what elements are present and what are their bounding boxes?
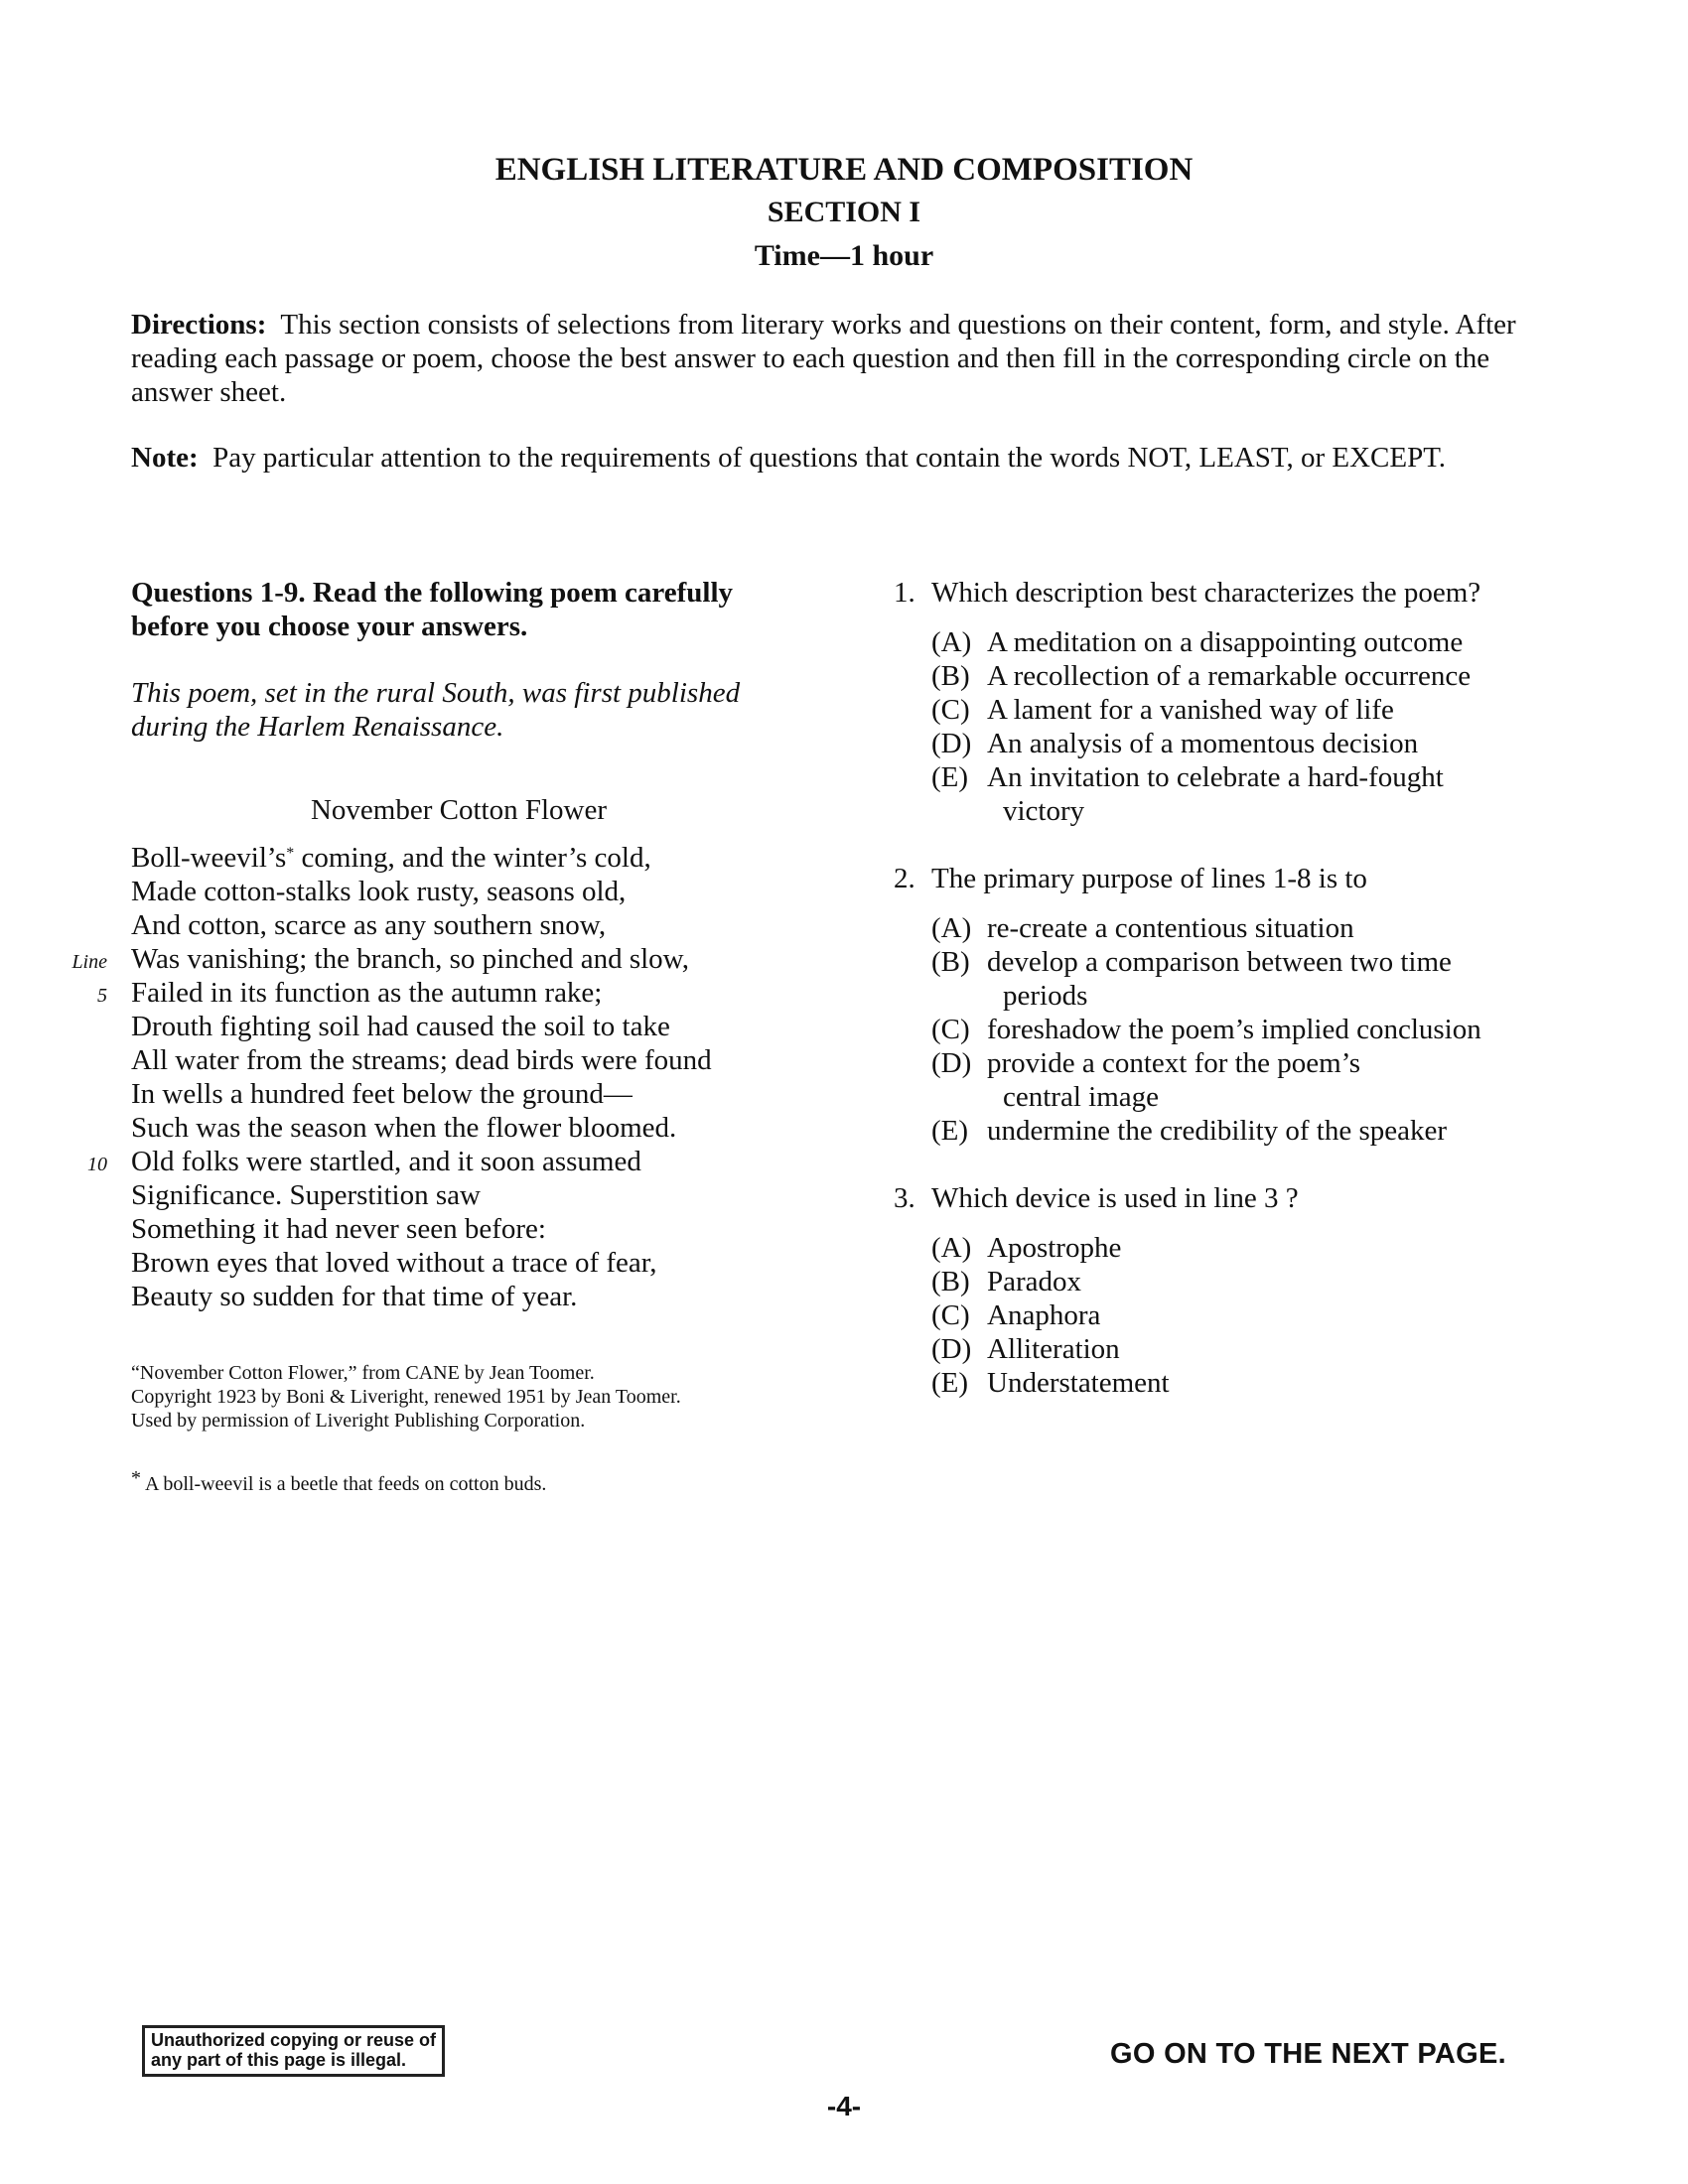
time-limit: Time—1 hour (754, 239, 934, 272)
option-text: provide a context for the poem’s (987, 1047, 1361, 1079)
poem-line (131, 1111, 806, 1145)
option-letter: (A) (931, 912, 972, 944)
line-number: 10 (87, 1154, 107, 1175)
page-number: -4- (826, 2091, 862, 2121)
poem-line (131, 1246, 806, 1280)
option-letter: (B) (931, 660, 970, 692)
option-text: foreshadow the poem’s implied conclusion (987, 1014, 1481, 1045)
poem-line (131, 875, 806, 908)
poem-line (131, 1212, 806, 1246)
option-letter: (C) (931, 694, 970, 726)
section-label: SECTION I (767, 196, 921, 228)
answer-option (931, 911, 1569, 945)
option-text-continued: central image (1003, 1081, 1159, 1113)
option-text-continued: victory (1003, 795, 1085, 827)
answer-option (931, 727, 1569, 760)
footnote-mark: * (131, 1467, 141, 1489)
poem-line-text: coming, and the winter’s cold, (294, 842, 651, 874)
line-number: Line (71, 951, 107, 973)
question-text: The primary purpose of lines 1-8 is to (931, 863, 1367, 894)
question-item (894, 576, 1569, 828)
poem-line (87, 1145, 806, 1178)
answer-option (931, 1114, 1569, 1148)
footnote-text: A boll-weevil is a beetle that feeds on cotton buds. (145, 1473, 547, 1495)
directions-text: This section consists of selections from literary works and questions on their content, form, and style. After reading each passage or poem, choose the best answer to each question and then fill in the corresponding circle on the answer sheet. (131, 309, 1516, 408)
credit-line: Used by permission of Liveright Publishing Corporation. (131, 1410, 586, 1432)
poem-line (71, 942, 806, 976)
question-number: 2. (894, 863, 915, 894)
passage-column (71, 576, 806, 1496)
poem-title: November Cotton Flower (310, 794, 607, 826)
answer-option (931, 1231, 1569, 1265)
directions-label: Directions: (131, 309, 267, 341)
poem-line-text: Beauty so sudden for that time of year. (131, 1281, 578, 1312)
option-letter: (E) (931, 761, 969, 793)
legal-line: any part of this page is illegal. (151, 2050, 407, 2070)
note-paragraph (131, 441, 1561, 475)
option-letter: (E) (931, 1367, 969, 1399)
copyright-notice-box (142, 2025, 445, 2077)
poem-line-text: Brown eyes that loved without a trace of fear, (131, 1247, 657, 1279)
question-text: Which description best characterizes the poem? (931, 577, 1481, 609)
questions-column (894, 576, 1569, 1433)
answer-option (931, 625, 1569, 659)
poem-line (131, 1077, 806, 1111)
poem-line (97, 976, 806, 1010)
go-on-notice: GO ON TO THE NEXT PAGE. (1110, 2038, 1506, 2070)
question-stem (894, 576, 1569, 610)
answer-option (931, 1366, 1569, 1400)
poem-body (71, 841, 806, 1313)
answer-option (931, 1332, 1569, 1366)
option-letter: (B) (931, 946, 970, 978)
answer-option (931, 1046, 1569, 1114)
poem-line (131, 1043, 806, 1077)
option-text: Anaphora (987, 1299, 1101, 1331)
option-letter: (D) (931, 1333, 972, 1365)
question-stem (894, 862, 1569, 895)
passage-intro: This poem, set in the rural South, was first published during the Harlem Renaissance. (131, 677, 741, 743)
poem-line (131, 1178, 806, 1212)
poem-line (131, 1280, 806, 1313)
option-letter: (D) (931, 728, 972, 759)
note-text: Pay particular attention to the requirements of questions that contain the words NOT, LEAST, or EXCEPT. (212, 442, 1447, 474)
poem-line (131, 1010, 806, 1043)
poem-line-text: All water from the streams; dead birds were found (131, 1044, 712, 1076)
poem-credit (131, 1361, 806, 1433)
option-text: Apostrophe (987, 1232, 1122, 1264)
page-header (0, 149, 1688, 278)
poem-line-text: Such was the season when the flower bloomed. (131, 1112, 677, 1144)
question-text: Which device is used in line 3 ? (931, 1182, 1299, 1214)
option-letter: (A) (931, 1232, 972, 1264)
exam-title: ENGLISH LITERATURE AND COMPOSITION (494, 152, 1194, 188)
poem-line-text: Boll-weevil’s (131, 842, 287, 874)
option-text: A recollection of a remarkable occurrence (987, 660, 1472, 692)
option-text: An invitation to celebrate a hard-fought (987, 761, 1444, 793)
question-stem (894, 1181, 1569, 1215)
option-letter: (D) (931, 1047, 972, 1079)
option-letter: (A) (931, 626, 972, 658)
option-text: Paradox (987, 1266, 1082, 1297)
legal-line: Unauthorized copying or reuse of (151, 2030, 437, 2050)
question-number: 3. (894, 1182, 915, 1214)
answer-option (931, 1013, 1569, 1046)
answer-options (931, 625, 1569, 828)
answer-option (931, 1298, 1569, 1332)
poem-line-text: Significance. Superstition saw (131, 1179, 481, 1211)
answer-option (931, 945, 1569, 1013)
option-letter: (C) (931, 1014, 970, 1045)
poem-line-text: Was vanishing; the branch, so pinched and slow, (131, 943, 689, 975)
answer-options (931, 1231, 1569, 1400)
option-text: An analysis of a momentous decision (987, 728, 1419, 759)
answer-option (931, 659, 1569, 693)
answer-options (931, 911, 1569, 1148)
option-text: develop a comparison between two time (987, 946, 1452, 978)
option-text: re-create a contentious situation (987, 912, 1354, 944)
credit-line: Copyright 1923 by Boni & Liveright, renewed 1951 by Jean Toomer. (131, 1386, 681, 1408)
footnote-reference: * (286, 845, 295, 862)
option-letter: (C) (931, 1299, 970, 1331)
poem-line-text: Failed in its function as the autumn rake; (131, 977, 603, 1009)
option-text: Understatement (987, 1367, 1170, 1399)
option-letter: (B) (931, 1266, 970, 1297)
poem-line-text: Drouth fighting soil had caused the soil to take (131, 1011, 670, 1042)
credit-line: “November Cotton Flower,” from CANE by Jean Toomer. (131, 1362, 595, 1384)
poem-line (131, 841, 806, 875)
option-letter: (E) (931, 1115, 969, 1147)
answer-option (931, 693, 1569, 727)
question-number: 1. (894, 577, 915, 609)
option-text: undermine the credibility of the speaker (987, 1115, 1448, 1147)
poem-line (131, 908, 806, 942)
note-label: Note: (131, 442, 199, 474)
poem-line-text: Something it had never seen before: (131, 1213, 546, 1245)
option-text-continued: periods (1003, 980, 1088, 1012)
poem-line-text: Old folks were startled, and it soon assumed (131, 1146, 641, 1177)
option-text: A meditation on a disappointing outcome (987, 626, 1464, 658)
directions-block (131, 308, 1561, 475)
answer-option (931, 760, 1569, 828)
poem-line-text: And cotton, scarce as any southern snow, (131, 909, 607, 941)
passage-heading: Questions 1-9. Read the following poem carefully before you choose your answers. (131, 577, 734, 642)
poem-line-text: Made cotton-stalks look rusty, seasons old, (131, 876, 627, 907)
option-text: A lament for a vanished way of life (987, 694, 1394, 726)
line-number: 5 (97, 985, 107, 1007)
directions-paragraph (131, 308, 1561, 409)
poem-line-text: In wells a hundred feet below the ground— (131, 1078, 633, 1110)
option-text: Alliteration (987, 1333, 1120, 1365)
question-item (894, 862, 1569, 1148)
answer-option (931, 1265, 1569, 1298)
question-item (894, 1181, 1569, 1400)
footnote (131, 1467, 806, 1496)
